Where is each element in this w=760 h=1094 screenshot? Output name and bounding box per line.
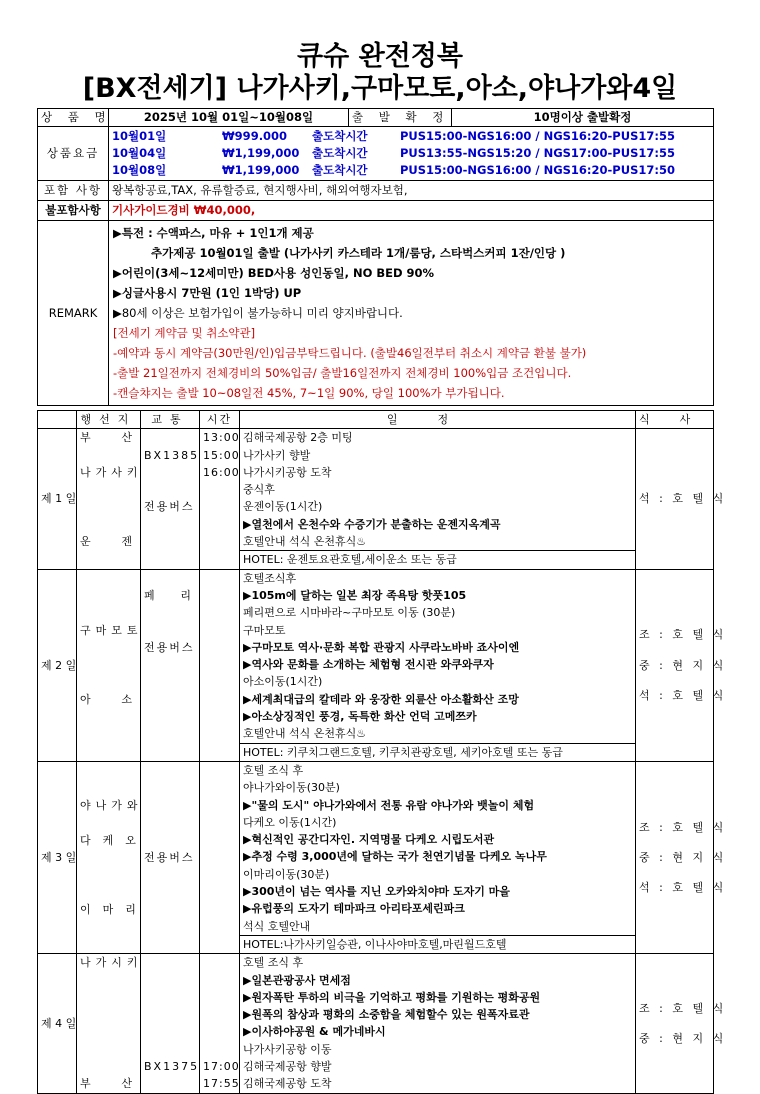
- price-row: [112, 128, 710, 145]
- schedule-item: 나가사키공항 이동: [243, 1042, 332, 1056]
- meal-item: 조 : 호 텔 식: [639, 628, 727, 642]
- day-schedule: [240, 429, 636, 569]
- schedule-item: ▶역사와 문화를 소개하는 체험형 전시관 와쿠와쿠자: [243, 658, 494, 672]
- schedule-item: 운젠이동(1시간): [243, 500, 323, 514]
- product-name-label: 상 품 명: [38, 109, 109, 127]
- price-time-label: 출도착시간: [312, 129, 368, 143]
- header-place: 행선지: [77, 411, 141, 429]
- product-dates: 2025년 10월 01일~10월08일: [109, 109, 349, 127]
- day-meals: [636, 429, 727, 569]
- time-item: 17:00: [203, 1059, 240, 1073]
- meal-item: 중 : 현 지 식: [639, 1031, 727, 1045]
- remark-item: [전세기 계약금 및 취소약관]: [113, 326, 256, 340]
- place-item: 야나가와: [80, 799, 143, 813]
- flight-number: BX1385: [144, 448, 200, 462]
- price-amount: ₩1,199,000: [222, 146, 300, 160]
- day-times: [200, 761, 240, 953]
- schedule-item: 나가사키 향발: [243, 448, 311, 462]
- place-item: 구마모토: [80, 624, 143, 638]
- day-label: 제 4 일: [38, 954, 77, 1093]
- day-transport: [141, 429, 200, 569]
- schedule-item: 석식 호텔안내: [243, 919, 311, 933]
- price-time-label: 출도착시간: [312, 146, 368, 160]
- meal-item: 중 : 현 지 식: [639, 658, 727, 672]
- price-row: [112, 145, 710, 162]
- price-amount: ₩1,199,000: [222, 163, 300, 177]
- schedule-item: 김해국제공항 향발: [243, 1059, 332, 1073]
- schedule-item: 호텔조식후: [243, 571, 297, 585]
- schedule-item: ▶이사하야공원 & 메가네바시: [243, 1025, 386, 1039]
- page-title: 큐슈 완전정복: [297, 41, 463, 72]
- schedule-item: ▶원자폭탄 투하의 비극을 기억하고 평화를 기원하는 평화공원: [243, 990, 541, 1004]
- time-item: 16:00: [203, 465, 240, 479]
- meal-item: 석 : 호 텔 식: [639, 492, 727, 506]
- day-places: [77, 954, 141, 1093]
- remark-label: REMARK: [38, 221, 109, 406]
- schedule-item: ▶원폭의 참상과 평화의 소중함을 체험할수 있는 원폭자료관: [243, 1008, 530, 1022]
- day-label: 제 3 일: [38, 761, 77, 953]
- transport-item: 전용버스: [144, 850, 195, 864]
- day-transport: [141, 954, 200, 1093]
- meal-item: 조 : 호 텔 식: [639, 1001, 727, 1015]
- day-meals: [636, 954, 727, 1093]
- day-row: [38, 761, 714, 953]
- schedule-item: 김해국제공항 도착: [243, 1077, 332, 1091]
- meal-item: 석 : 호 텔 식: [639, 688, 727, 702]
- header-time: 시간: [200, 411, 240, 429]
- transport-item: 전용버스: [144, 500, 195, 514]
- remark-item: ▶80세 이상은 보험가입이 불가능하니 미리 양지바랍니다.: [113, 306, 403, 320]
- schedule-item: ▶"물의 도시" 야나가와에서 전통 유람 야나가와 뱃놀이 체험: [243, 798, 535, 812]
- schedule-item: ▶일본관광공사 면세점: [243, 973, 351, 987]
- meal-item: 중 : 현 지 식: [639, 850, 727, 864]
- remark-list: [109, 221, 714, 406]
- included-value: 왕복항공료,TAX, 유류할증료, 현지행사비, 해외여행자보험,: [109, 181, 714, 201]
- schedule-item: 김해국제공항 2층 미팅: [243, 431, 353, 445]
- day-row: [38, 569, 714, 761]
- hotel-info: HOTEL: 운젠토요관호텔,세이운소 또는 동급: [240, 550, 635, 568]
- header-schedule: 일정: [240, 411, 636, 429]
- price-date: 10월08일: [112, 163, 167, 177]
- day-label: 제 2 일: [38, 569, 77, 761]
- remark-item: -출발 21일전까지 전체경비의 50%입금/ 출발16일전까지 전체경비 100%입금 조건입니다.: [113, 366, 572, 380]
- excluded-label: 불포함사항: [38, 201, 109, 221]
- price-date: 10월04일: [112, 146, 167, 160]
- header-meal: 식사: [636, 411, 714, 429]
- time-item: 15:00: [203, 448, 240, 462]
- day-row: [38, 429, 714, 569]
- flight-number: BX1375: [144, 1059, 200, 1073]
- header-day: [38, 411, 77, 429]
- transport-item: 전용버스: [144, 641, 195, 655]
- schedule-item: 중식후: [243, 483, 275, 497]
- price-date: 10월01일: [112, 129, 167, 143]
- departure-value: 10명이상 출발확정: [452, 109, 714, 127]
- remark-item: -예약과 동시 계약금(30만원/인)입금부탁드립니다. (출발46일전부터 취소시 계약금 환불 불가): [113, 346, 587, 360]
- time-item: 17:55: [203, 1077, 240, 1091]
- schedule-item: 구마모토: [243, 623, 286, 637]
- schedule-item: 호텔 조식 후: [243, 956, 304, 970]
- day-transport: [141, 761, 200, 953]
- day-meals: [636, 569, 727, 761]
- included-label: 포함 사항: [38, 181, 109, 201]
- price-times: PUS15:00-NGS16:00 / NGS16:20-PUS17:50: [400, 163, 675, 177]
- schedule-item: 호텔 조식 후: [243, 763, 304, 777]
- itinerary-table: [37, 410, 727, 1094]
- time-item: 13:00: [203, 431, 240, 445]
- day-row: [38, 954, 714, 1093]
- place-item: 다케오: [80, 833, 148, 847]
- schedule-item: ▶구마모토 역사·문화 복합 관광지 사쿠라노바바 죠사이엔: [243, 640, 520, 654]
- place-item: 부 산: [80, 431, 137, 445]
- price-list: [109, 127, 714, 181]
- schedule-item: ▶추정 수령 3,000년에 달하는 국가 천연기념물 다케오 녹나무: [243, 850, 547, 864]
- day-places: [77, 569, 141, 761]
- schedule-item: ▶105m에 달하는 일본 최장 족욕탕 핫풋105: [243, 588, 467, 602]
- schedule-item: 아소이동(1시간): [243, 675, 323, 689]
- schedule-item: 다케오 이동(1시간): [243, 815, 337, 829]
- remark-item: ▶싱글사용시 7만원 (1인 1박당) UP: [113, 286, 302, 300]
- day-label: 제 1 일: [38, 429, 77, 569]
- day-places: [77, 761, 148, 953]
- remark-item: -캔슬챠지는 출발 10~08일전 45%, 7~1일 90%, 당일 100%가 부가됩니다.: [113, 386, 505, 400]
- price-label: 상품요금: [38, 127, 109, 181]
- price-row: [112, 162, 710, 179]
- day-times: [200, 429, 240, 569]
- schedule-item: 야나가와이동(30분): [243, 781, 340, 795]
- place-item: 아 소: [80, 693, 137, 707]
- header-transport: 교통: [141, 411, 200, 429]
- page-subtitle: [BX전세기] 나가사키,구마모토,아소,야나가와4일: [82, 73, 678, 104]
- schedule-item: ▶혁신적인 공간디자인. 지역명물 다케오 시립도서관: [243, 833, 495, 847]
- day-places: [77, 429, 141, 569]
- meal-item: 석 : 호 텔 식: [639, 881, 727, 895]
- hotel-info: HOTEL: 키쿠치그랜드호텔, 키쿠치관광호텔, 세키아호텔 또는 동급: [240, 743, 635, 761]
- price-time-label: 출도착시간: [312, 163, 368, 177]
- price-amount: ₩999.000: [222, 129, 288, 143]
- day-times: [200, 954, 240, 1093]
- day-schedule: [240, 954, 636, 1093]
- place-item: 나가사키: [80, 465, 143, 479]
- remark-item: ▶어린이(3세~12세미만) BED사용 성인동일, NO BED 90%: [113, 266, 435, 280]
- excluded-value: 기사가이드경비 ₩40,000,: [109, 201, 714, 221]
- schedule-item: 호텔안내 석식 온천휴식♨: [243, 727, 367, 741]
- place-item: 운 젠: [80, 535, 137, 549]
- day-schedule: [240, 761, 636, 953]
- price-times: PUS13:55-NGS15:20 / NGS17:00-PUS17:55: [400, 146, 675, 160]
- place-item: 이마리: [80, 902, 148, 916]
- schedule-item: ▶300년이 넘는 역사를 지닌 오카와치야마 도자기 마을: [243, 885, 510, 899]
- schedule-item: 이마리이동(30분): [243, 867, 330, 881]
- remark-item: ▶특전 : 수액파스, 마유 + 1인1개 제공: [113, 226, 314, 240]
- schedule-item: ▶아소상징적인 풍경, 독특한 화산 언덕 고메쯔카: [243, 710, 477, 724]
- price-times: PUS15:00-NGS16:00 / NGS16:20-PUS17:55: [400, 129, 675, 143]
- day-transport: [141, 569, 200, 761]
- departure-label: 출 발 확 정: [349, 109, 452, 127]
- hotel-info: HOTEL:나가사키일승관, 이나사야마호텔,마린월드호텔: [240, 935, 635, 953]
- place-item: 나가시키: [80, 956, 143, 970]
- day-schedule: [240, 569, 636, 761]
- schedule-item: 나가시키공항 도착: [243, 465, 332, 479]
- schedule-item: 페리편으로 시마바라~구마모토 이동 (30분): [243, 606, 456, 620]
- schedule-item: ▶유럽풍의 도자기 테마파크 아리타포세린파크: [243, 902, 465, 916]
- schedule-item: ▶세계최대급의 칼데라 와 웅장한 외륜산 아소활화산 조망: [243, 692, 519, 706]
- remark-item: 추가제공 10월01일 출발 (나가사키 카스테라 1개/룸당, 스타벅스커피 1잔/인당 ): [151, 246, 566, 260]
- meal-item: 조 : 호 텔 식: [639, 820, 727, 834]
- product-info-table: [37, 108, 714, 406]
- day-times: [200, 569, 240, 761]
- place-item: 부 산: [80, 1077, 137, 1091]
- transport-item: 페 리: [144, 589, 196, 603]
- schedule-item: ▶열천에서 온천수와 수증기가 분출하는 운젠지옥계곡: [243, 517, 501, 531]
- day-meals: [636, 761, 727, 953]
- schedule-item: 호텔안내 석식 온천휴식♨: [243, 535, 367, 549]
